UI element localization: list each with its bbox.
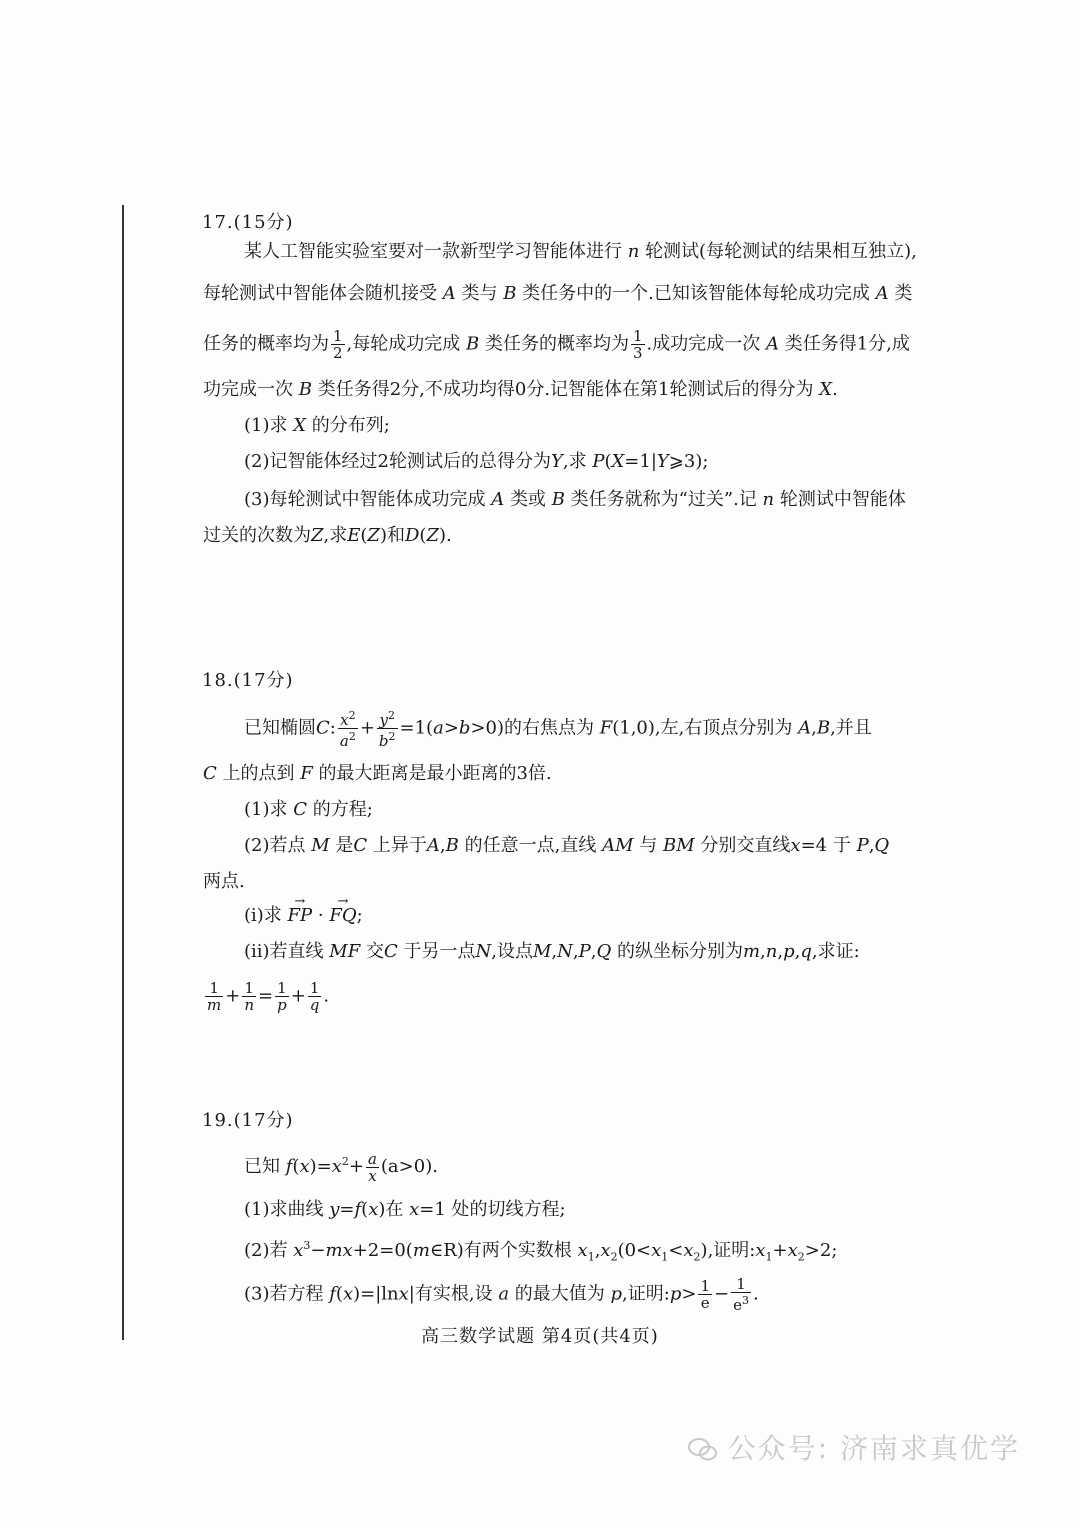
q19-part3: (3)若方程 f(x)=|lnx|有实根,设 a 的最大值为 p,证明:p> $\frac{1}{e}$ − $\frac{1}{e^3}$ . [244, 1275, 759, 1314]
q19-header: 19.(17分) [202, 1110, 294, 1131]
q19-part2: (2)若 $x^3-mx+2=0(m\in R)$有两个实数根 $x_1,x_2(0<x_1<x_2)$,证明$:x_1+x_2>2$; [244, 1239, 838, 1264]
q18-part2-cont: 两点. [203, 871, 245, 892]
fraction-one-half: $\frac{1}{2}$ [333, 327, 343, 362]
q17-line1: 某人工智能实验室要对一款新型学习智能体进行 n 轮测试(每轮测试的结果相互独立), [244, 241, 917, 262]
q18-part2-ii: (ii)若直线 MF 交C 于另一点N,设点M,N,P,Q 的纵坐标分别为m,n,p,q,求证: [244, 941, 860, 962]
q17-part2: (2)记智能体经过2轮测试后的总得分为Y,求 P(X=1|Y⩾3); [244, 451, 709, 472]
fraction-a-x: $\frac{a}{x}$ [367, 1149, 377, 1185]
q18-part2: (2)若点 M 是C 上异于A,B 的任意一点,直线 AM 与 BM 分别交直线x=4 于 P,Q [244, 835, 890, 856]
wechat-icon [688, 1437, 718, 1463]
page-footer: 高三数学试题 第4页(共4页) [421, 1326, 659, 1347]
q18-part1: (1)求 C 的方程; [244, 799, 373, 820]
q18-identity: $\frac{1}{m}$ + $\frac{1}{n}$ = $\frac{1}{p}$ + $\frac{1}{q}$ . [207, 979, 330, 1014]
q17-part3-cont: 过关的次数为Z,求E(Z)和D(Z). [203, 525, 452, 546]
fraction-x2-a2: $\frac{x^2}{a^2}$ [339, 709, 356, 750]
q17-line2: 每轮测试中智能体会随机接受 A 类与 B 类任务中的一个.已知该智能体每轮成功完成 A 类 [203, 283, 913, 304]
q19-part1: (1)求曲线 y=f(x)在 x=1 处的切线方程; [244, 1199, 566, 1220]
q17-part3: (3)每轮测试中智能体成功完成 A 类或 B 类任务就称为“过关”.记 n 轮测试中智能体 [244, 489, 906, 510]
fraction-one-third: $\frac{1}{3}$ [632, 327, 643, 362]
q17-part1: (1)求 X 的分布列; [244, 415, 390, 436]
q18-line1: 已知椭圆C: $\frac{x^2}{a^2}$ + $\frac{y^2}{b^2}$ =1(a>b>0)的右焦点为 F(1,0),左,右顶点分别为 A,B,并且 [244, 709, 872, 750]
q17-header: 17.(15分) [202, 212, 294, 233]
fraction-y2-b2: $\frac{y^2}{b^2}$ [378, 709, 396, 750]
q18-part2-i: (i)求 → FP · → FQ; [244, 904, 960, 928]
binding-line [122, 205, 124, 1340]
q17-line3: 任务的概率均为 $\frac{1}{2}$ ,每轮成功完成 B 类任务的概率均为 $\frac{1}{3}$ .成功完成一次 A 类任务得1分,成 [203, 327, 910, 362]
watermark: 公众号: 济南求真优学 [688, 1427, 1020, 1467]
q18-header: 18.(17分) [202, 670, 294, 691]
q19-line1: 已知 $f(x)=x^2+$ $\frac{a}{x}$ (a>0). [244, 1149, 438, 1185]
q18-line2: C 上的点到 F 的最大距离是最小距离的3倍. [203, 763, 552, 784]
q17-line4: 功完成一次 B 类任务得2分,不成功均得0分.记智能体在第1轮测试后的得分为 X. [203, 379, 838, 400]
